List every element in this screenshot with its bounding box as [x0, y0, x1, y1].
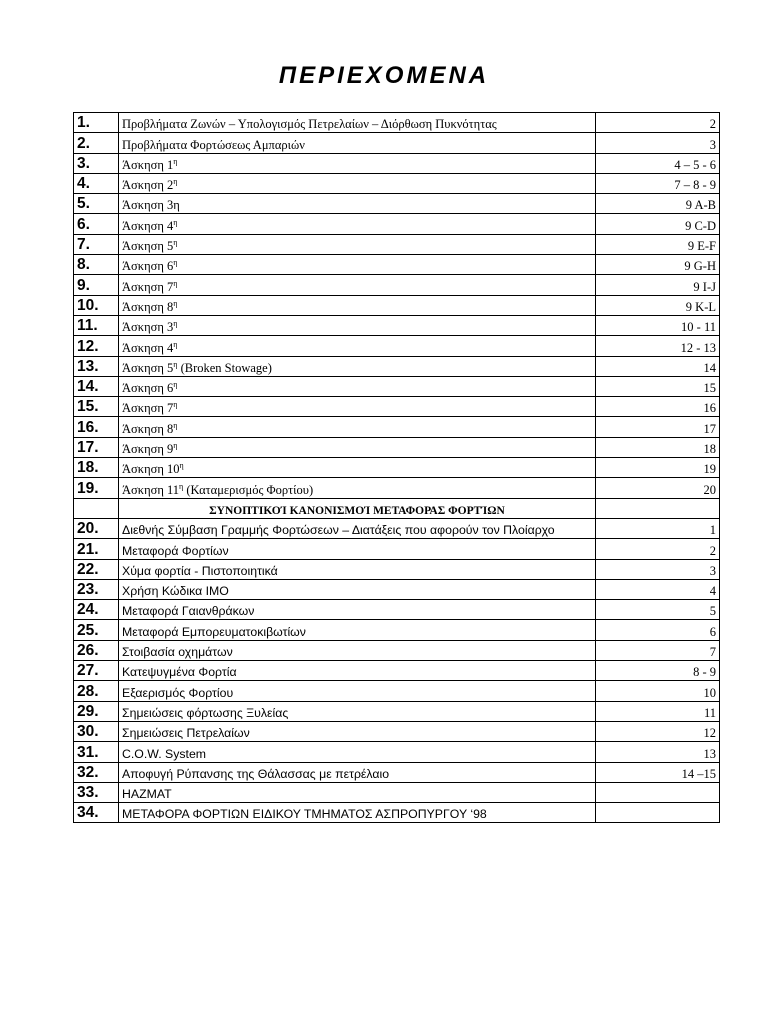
entry-title-text: Άσκηση 11: [122, 482, 180, 497]
contents-row: [74, 701, 720, 721]
entry-number-text: 4.: [77, 175, 90, 193]
entry-title-text: ΜΕΤΑΦΟΡΑ ΦΟΡΤΙΩΝ ΕΙΔΙΚΟΥ ΤΜΗΜΑΤΟΣ ΑΣΠΡΟΠΥΡΓΟΥ ‘98: [122, 807, 487, 822]
entry-page-text: 18: [703, 442, 716, 457]
entry-number-text: 30.: [77, 723, 99, 741]
ordinal-superscript: η: [173, 237, 178, 247]
entry-number-text: 8.: [77, 256, 90, 274]
contents-row: [74, 640, 720, 660]
entry-page: [596, 559, 720, 579]
section-heading-text: ΣΥΝΟΠΤΙΚΟΊ ΚΑΝΟΝΙΣΜΟΊ ΜΕΤΑΦΟΡΑΣ ΦΟΡΤΊΩΝ: [209, 504, 505, 517]
entry-title: [119, 559, 596, 579]
contents-row: [74, 661, 720, 681]
entry-number: [74, 295, 119, 315]
entry-title: [119, 579, 596, 599]
entry-page: [596, 376, 720, 396]
contents-row: [74, 295, 720, 315]
ordinal-superscript: η: [173, 359, 178, 369]
entry-page: [596, 681, 720, 701]
entry-page-text: 19: [703, 462, 716, 477]
entry-page: [596, 397, 720, 417]
entry-number: [74, 315, 119, 335]
entry-number-text: 34.: [77, 804, 99, 822]
entry-page-text: 11: [703, 705, 716, 720]
entry-number: [74, 762, 119, 782]
contents-row: [74, 620, 720, 640]
entry-title-suffix: (Καταμερισμός Φορτίου): [183, 482, 314, 497]
entry-title-suffix: (Broken Stowage): [177, 360, 272, 375]
entry-title: [119, 600, 596, 620]
entry-number: [74, 559, 119, 579]
entry-number: [74, 478, 119, 498]
entry-number-text: 12.: [77, 337, 99, 355]
contents-row: [74, 559, 720, 579]
entry-page: [596, 356, 720, 376]
entry-title: [119, 113, 596, 133]
entry-title: [119, 721, 596, 741]
entry-title-text: Άσκηση 4: [122, 340, 174, 355]
entry-page-text: 10: [703, 685, 716, 700]
entry-title-text: Άσκηση 3: [122, 320, 174, 335]
entry-title-text: Άσκηση 6: [122, 381, 174, 396]
entry-number: [74, 113, 119, 133]
entry-title: [119, 275, 596, 295]
entry-number: [74, 417, 119, 437]
entry-page: [596, 417, 720, 437]
entry-page: [596, 620, 720, 640]
entry-number-text: 20.: [77, 520, 99, 538]
entry-page: [596, 255, 720, 275]
entry-number-text: 10.: [77, 296, 99, 314]
entry-page-text: 20: [703, 482, 716, 497]
entry-title-text: Σημειώσεις φόρτωσης Ξυλείας: [122, 705, 289, 720]
entry-title-text: Προβλήματα Φορτώσεως Αμπαριών: [122, 137, 305, 152]
entry-page-text: 6: [709, 624, 716, 639]
entry-title-text: Άσκηση 6: [122, 259, 174, 274]
entry-title: [119, 417, 596, 437]
entry-number: [74, 600, 119, 620]
entry-page-text: 4: [709, 584, 716, 599]
entry-page-text: 4 – 5 - 6: [674, 157, 716, 172]
entry-number-text: 25.: [77, 621, 99, 639]
entry-page-text: 9 K-L: [685, 299, 716, 314]
contents-row: [74, 173, 720, 193]
entry-number: [74, 194, 119, 214]
entry-title: [119, 336, 596, 356]
entry-title: [119, 133, 596, 153]
entry-page: [596, 315, 720, 335]
entry-title-text: Άσκηση 9: [122, 442, 174, 457]
entry-title-text: C.O.W. System: [122, 746, 207, 761]
contents-row: [74, 315, 720, 335]
entry-title: [119, 762, 596, 782]
contents-row: [74, 255, 720, 275]
contents-row: [74, 133, 720, 153]
entry-number: [74, 153, 119, 173]
contents-row: [74, 214, 720, 234]
contents-row: [74, 397, 720, 417]
entry-title: [119, 539, 596, 559]
ordinal-superscript: η: [173, 400, 178, 410]
entry-title-text: Μεταφορά Γαιανθράκων: [122, 604, 255, 619]
entry-number: [74, 214, 119, 234]
entry-title: [119, 803, 596, 823]
entry-title-text: Εξαερισμός Φορτίου: [122, 685, 234, 700]
ordinal-superscript: η: [179, 461, 184, 471]
entry-title: [119, 437, 596, 457]
entry-page: [596, 336, 720, 356]
entry-page-text: 10 - 11: [681, 320, 716, 335]
ordinal-superscript: η: [173, 440, 178, 450]
entry-number: [74, 133, 119, 153]
contents-row: [74, 275, 720, 295]
entry-page-text: 17: [703, 421, 716, 436]
contents-row: [74, 782, 720, 802]
entry-number: [74, 173, 119, 193]
contents-row: [74, 194, 720, 214]
entry-title-text: Μεταφορά Εμπορευματοκιβωτίων: [122, 624, 306, 639]
entry-page: [596, 458, 720, 478]
contents-row: [74, 539, 720, 559]
entry-title: [119, 661, 596, 681]
entry-page: [596, 579, 720, 599]
entry-number-text: 28.: [77, 682, 99, 700]
entry-title-text: Χύμα φορτία - Πιστοποιητικά: [122, 563, 278, 578]
entry-page-text: 3: [709, 137, 716, 152]
contents-row: [74, 600, 720, 620]
ordinal-superscript: η: [179, 481, 184, 491]
entry-title-text: Άσκηση 1: [122, 157, 174, 172]
entry-page-text: 3: [709, 563, 716, 578]
entry-number: [74, 397, 119, 417]
entry-number: [74, 275, 119, 295]
contents-row: [74, 518, 720, 538]
entry-title: [119, 701, 596, 721]
section-empty-cell: [74, 498, 119, 518]
entry-page: [596, 173, 720, 193]
entry-number-text: 6.: [77, 215, 90, 233]
entry-title: [119, 214, 596, 234]
entry-number: [74, 661, 119, 681]
entry-title-text: Άσκηση 7: [122, 401, 174, 416]
contents-row: [74, 478, 720, 498]
entry-title-text: Άσκηση 5: [122, 239, 174, 254]
entry-number-text: 27.: [77, 662, 99, 680]
entry-page: [596, 762, 720, 782]
entry-number-text: 21.: [77, 540, 99, 558]
entry-title-text: Άσκηση 8: [122, 421, 174, 436]
entry-page-text: 2: [709, 117, 716, 132]
ordinal-superscript: η: [173, 258, 178, 268]
entry-number-text: 3.: [77, 154, 90, 172]
entry-title: [119, 518, 596, 538]
entry-number-text: 19.: [77, 479, 99, 497]
entry-title: [119, 478, 596, 498]
entry-number-text: 16.: [77, 418, 99, 436]
entry-title-text: Άσκηση 7: [122, 279, 174, 294]
contents-row: [74, 721, 720, 741]
entry-page: [596, 640, 720, 660]
entry-page-text: 14 –15: [681, 766, 716, 781]
entry-number-text: 29.: [77, 702, 99, 720]
entry-page: [596, 214, 720, 234]
entry-number-text: 33.: [77, 784, 99, 802]
entry-number-text: 17.: [77, 439, 99, 457]
entry-number: [74, 782, 119, 802]
entry-title-text: Σημειώσεις Πετρελαίων: [122, 726, 250, 741]
entry-title-text: Άσκηση 10: [122, 462, 180, 477]
entry-page: [596, 518, 720, 538]
entry-title: [119, 153, 596, 173]
entry-number: [74, 640, 119, 660]
entry-page: [596, 539, 720, 559]
entry-title: [119, 194, 596, 214]
ordinal-superscript: η: [173, 156, 178, 166]
entry-title-text: Στοιβασία οχημάτων: [122, 645, 233, 660]
entry-page: [596, 478, 720, 498]
entry-number-text: 7.: [77, 236, 90, 254]
entry-page-text: 14: [703, 360, 716, 375]
entry-number: [74, 701, 119, 721]
entry-title: [119, 295, 596, 315]
entry-number-text: 14.: [77, 378, 99, 396]
contents-row: [74, 153, 720, 173]
entry-title-text: Άσκηση 4: [122, 218, 174, 233]
entry-title-text: Άσκηση 3η: [122, 198, 180, 213]
entry-number-text: 2.: [77, 134, 90, 152]
entry-page: [596, 275, 720, 295]
entry-title-text: Χρήση Κώδικα ΙΜΟ: [122, 584, 229, 599]
entry-number: [74, 620, 119, 640]
entry-title: [119, 255, 596, 275]
entry-number-text: 23.: [77, 581, 99, 599]
entry-number: [74, 803, 119, 823]
entry-number: [74, 336, 119, 356]
contents-row: [74, 113, 720, 133]
entry-number: [74, 458, 119, 478]
contents-row: [74, 437, 720, 457]
entry-page: [596, 721, 720, 741]
ordinal-superscript: η: [173, 380, 178, 389]
entry-number: [74, 356, 119, 376]
entry-page-text: 15: [703, 381, 716, 396]
entry-page-text: 1: [709, 523, 716, 538]
entry-number-text: 5.: [77, 195, 90, 213]
entry-title-text: Άσκηση 5: [122, 360, 174, 375]
ordinal-superscript: η: [173, 319, 178, 329]
entry-page: [596, 437, 720, 457]
entry-title-text: Κατεψυγμένα Φορτία: [122, 665, 237, 680]
ordinal-superscript: η: [173, 217, 178, 227]
entry-number-text: 11.: [77, 317, 98, 335]
entry-title-text: Διεθνής Σύμβαση Γραμμής Φορτώσεων – Διατάξεις που αφορούν τον Πλοίαρχο: [122, 523, 555, 538]
section-heading: [119, 498, 596, 518]
entry-page-text: 16: [703, 401, 716, 416]
contents-row: [74, 681, 720, 701]
entry-page-text: 12 - 13: [680, 340, 716, 355]
entry-number: [74, 255, 119, 275]
entry-page: [596, 234, 720, 254]
entry-number-text: 13.: [77, 357, 99, 375]
entry-number-text: 26.: [77, 642, 99, 660]
entry-page: [596, 113, 720, 133]
entry-title: [119, 173, 596, 193]
entry-title: [119, 234, 596, 254]
contents-row: [74, 417, 720, 437]
entry-number-text: 18.: [77, 459, 99, 477]
contents-row: [74, 803, 720, 823]
entry-page-text: 12: [703, 726, 716, 741]
entry-number: [74, 721, 119, 741]
entry-page-text: 5: [709, 604, 716, 619]
entry-number-text: 31.: [77, 743, 99, 761]
contents-row: [74, 762, 720, 782]
entry-number-text: 15.: [77, 398, 99, 416]
entry-title-text: Προβλήματα Ζωνών – Υπολογισμός Πετρελαίων – Διόρθωση Πυκνότητας: [122, 117, 497, 132]
entry-title: [119, 620, 596, 640]
entry-number: [74, 437, 119, 457]
entry-page: [596, 295, 720, 315]
entry-page-text: 7 – 8 - 9: [674, 178, 716, 193]
entry-title: [119, 315, 596, 335]
ordinal-superscript: η: [173, 339, 178, 349]
entry-title: [119, 782, 596, 802]
section-empty-cell: [596, 498, 720, 518]
entry-title: [119, 458, 596, 478]
entry-number: [74, 579, 119, 599]
entry-number: [74, 234, 119, 254]
entry-title-text: Μεταφορά Φορτίων: [122, 543, 229, 558]
entry-page-text: 7: [709, 645, 716, 660]
entry-title-text: Άσκηση 8: [122, 299, 174, 314]
entry-page: [596, 133, 720, 153]
entry-title: [119, 376, 596, 396]
entry-title: [119, 742, 596, 762]
entry-page-text: 8 - 9: [693, 665, 716, 680]
entry-title-text: Άσκηση 2: [122, 178, 174, 193]
entry-number-text: 1.: [77, 114, 90, 132]
entry-page-text: 9 I-J: [693, 279, 716, 294]
entry-number-text: 22.: [77, 560, 99, 578]
contents-table: [73, 112, 720, 823]
entry-number: [74, 742, 119, 762]
entry-title: [119, 397, 596, 417]
entry-number: [74, 376, 119, 396]
page-title: ΠΕΡΙΕΧΟΜΕΝΑ: [278, 62, 490, 89]
entry-page: [596, 742, 720, 762]
entry-number-text: 32.: [77, 763, 99, 781]
entry-page: [596, 782, 720, 802]
contents-row: [74, 356, 720, 376]
contents-row: [74, 458, 720, 478]
ordinal-superscript: η: [173, 298, 178, 308]
entry-page-text: 9 E-F: [687, 239, 716, 254]
section-heading-row: [74, 498, 720, 518]
entry-page: [596, 701, 720, 721]
contents-row: [74, 742, 720, 762]
ordinal-superscript: η: [173, 420, 178, 430]
entry-title: [119, 356, 596, 376]
contents-row: [74, 336, 720, 356]
entry-title: [119, 681, 596, 701]
entry-number: [74, 518, 119, 538]
entry-page: [596, 600, 720, 620]
entry-page: [596, 153, 720, 173]
ordinal-superscript: η: [173, 177, 178, 187]
entry-page-text: 13: [703, 746, 716, 761]
entry-title-text: HAZMAT: [122, 787, 172, 802]
ordinal-superscript: η: [173, 278, 178, 288]
entry-page-text: 9 G-H: [684, 259, 716, 274]
contents-table-body: [74, 113, 720, 823]
contents-row: [74, 376, 720, 396]
entry-page-text: 9 C-D: [685, 218, 716, 233]
entry-page: [596, 661, 720, 681]
entry-number-text: 9.: [77, 276, 90, 294]
entry-page: [596, 194, 720, 214]
entry-title: [119, 640, 596, 660]
entry-page: [596, 803, 720, 823]
contents-row: [74, 234, 720, 254]
entry-number-text: 24.: [77, 601, 99, 619]
entry-number: [74, 681, 119, 701]
entry-page-text: 2: [709, 543, 716, 558]
entry-title-text: Αποφυγή Ρύπανσης της Θάλασσας με πετρέλαιο: [122, 766, 390, 781]
contents-row: [74, 579, 720, 599]
entry-number: [74, 539, 119, 559]
entry-page-text: 9 A-B: [685, 198, 716, 213]
